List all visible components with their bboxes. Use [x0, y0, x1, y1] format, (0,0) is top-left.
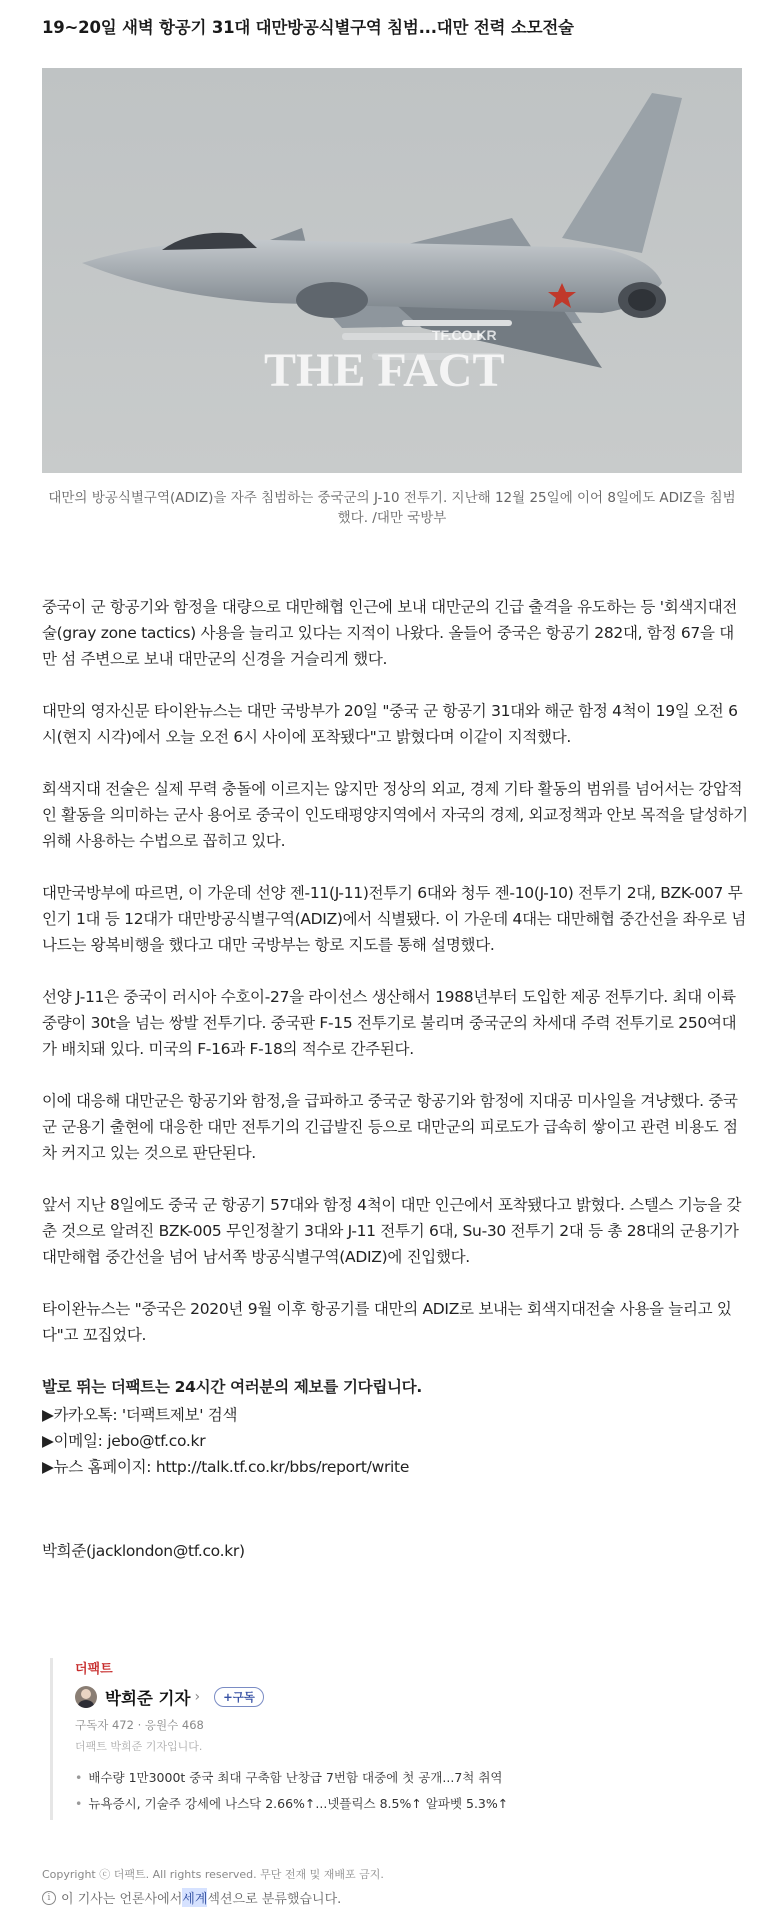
bullet-icon: • — [75, 1796, 83, 1811]
paragraph: 대만의 영자신문 타이완뉴스는 대만 국방부가 20일 "중국 군 항공기 31대와 해군 함정 4척이 19일 오전 6시(현지 시각)에서 오늘 오전 6시 사이에 포착됐다"고 밝혔다며 이같이 지적했다. — [42, 702, 738, 746]
subscribe-button[interactable]: +구독 — [214, 1687, 264, 1707]
reporter-row — [75, 1685, 765, 1709]
reporter-intro: 더팩트 박희준 기자입니다. — [75, 1740, 203, 1753]
headline-text[interactable]: 뉴욕증시, 기술주 강세에 나스닥 2.66%↑...넷플릭스 8.5%↑ 알파벳 5.3%↑ — [88, 1796, 509, 1811]
reporter-stats: 구독자 472 · 응원수 468 — [75, 1718, 204, 1732]
reporter-card — [50, 1658, 765, 1820]
section-link[interactable]: 세계 — [182, 1888, 207, 1907]
tip-kakao: ▶카카오톡: '더팩트제보' 검색 — [42, 1406, 238, 1424]
watermark-large: THE FACT — [264, 344, 505, 397]
copyright-notice: Copyright ⓒ 더팩트. All rights reserved. 무단 전재 및 재배포 금지. — [42, 1868, 384, 1881]
paragraph: 대만국방부에 따르면, 이 가운데 선양 젠-11(J-11)전투기 6대와 청두 젠-10(J-10) 전투기 2대, BZK-007 무인기 1대 등 12대가 대만방공식별구역(ADIZ)에서 식별됐다. 이 가운데 4대는 대만해협 중간선을 좌우로 넘나드는 왕복비행을 했다고 대만 국방부는 항로 지도를 통해 설명했다. — [42, 884, 746, 954]
info-icon: i — [42, 1891, 56, 1905]
reporter-avatar[interactable] — [75, 1686, 97, 1708]
watermark-small: TF.CO.KR — [432, 327, 497, 343]
section-note-suffix: 섹션으로 분류했습니다. — [207, 1892, 342, 1907]
fighter-jet-image — [42, 68, 742, 473]
section-note — [42, 1888, 341, 1907]
article-photo[interactable] — [42, 68, 742, 473]
tip-homepage[interactable]: ▶뉴스 홈페이지: http://talk.tf.co.kr/bbs/report/write — [42, 1458, 410, 1476]
photo-caption: 대만의 방공식별구역(ADIZ)을 자주 침범하는 중국군의 J-10 전투기. 지난해 12월 25일에 이어 8일에도 ADIZ을 침범했다. /대만 국방부 — [48, 490, 736, 526]
paragraph: 앞서 지난 8일에도 중국 군 항공기 57대와 함정 4척이 대만 인근에서 포착됐다고 밝혔다. 스텔스 기능을 갖춘 것으로 알려진 BZK-005 무인정찰기 3대와 J-11 전투기 6대, Su-30 전투기 2대 등 총 28대의 군용기가 대만해협 중간선을 넘어 남서쪽 방공식별구역(ADIZ)에 진입했다. — [42, 1196, 742, 1266]
tip-email[interactable]: ▶이메일: jebo@tf.co.kr — [42, 1432, 206, 1450]
list-item[interactable] — [75, 1794, 765, 1812]
tip-title: 발로 뛰는 더팩트는 24시간 여러분의 제보를 기다립니다. — [42, 1378, 422, 1396]
reporter-headlines — [75, 1768, 765, 1812]
headline-text[interactable]: 배수량 1만3000t 중국 최대 구축함 난창급 7번함 대중에 첫 공개...7척 취역 — [88, 1770, 503, 1785]
press-name[interactable]: 더팩트 — [75, 1662, 113, 1677]
list-item[interactable] — [75, 1768, 765, 1786]
article-subtitle: 19~20일 새벽 항공기 31대 대만방공식별구역 침범...대만 전력 소모전술 — [42, 18, 574, 37]
paragraph: 이에 대응해 대만군은 항공기와 함정,을 급파하고 중국군 항공기와 함정에 지대공 미사일을 겨냥했다. 중국군 군용기 출현에 대응한 대만 전투기의 긴급발진 등으로 대만군의 피로도가 급속히 쌓이고 관련 비용도 점차 커지고 있는 것으로 판단된다. — [42, 1092, 738, 1162]
article-body — [42, 594, 748, 1564]
paragraph: 회색지대 전술은 실제 무력 충돌에 이르지는 않지만 정상의 외교, 경제 기타 활동의 범위를 넘어서는 강압적인 활동을 의미하는 군사 용어로 중국이 인도태평양지역에서 자국의 경제, 외교정책과 안보 목적을 달성하기 위해 사용하는 수법으로 꼽히고 있다. — [42, 780, 748, 850]
chevron-right-icon[interactable]: › — [194, 1689, 201, 1705]
paragraph: 타이완뉴스는 "중국은 2020년 9월 이후 항공기를 대만의 ADIZ로 보내는 회색지대전술 사용을 늘리고 있다"고 꼬집었다. — [42, 1300, 732, 1344]
section-note-prefix: 이 기사는 언론사에서 — [61, 1892, 183, 1907]
tip-box — [42, 1374, 748, 1480]
article-byline: 박희준(jacklondon@tf.co.kr) — [42, 1542, 245, 1560]
paragraph: 중국이 군 항공기와 함정을 대량으로 대만해협 인근에 보내 대만군의 긴급 출격을 유도하는 등 '회색지대전술(gray zone tactics) 사용을 늘리고 있다는 지적이 나왔다. 올들어 중국은 항공기 282대, 함정 67을 대만 섬 주변으로 보내 대만군의 신경을 거슬리게 했다. — [42, 598, 738, 668]
paragraph: 선양 J-11은 중국이 러시아 수호이-27을 라이선스 생산해서 1988년부터 도입한 제공 전투기다. 최대 이륙중량이 30t을 넘는 쌍발 전투기다. 중국판 F-15 전투기로 불리며 중국군의 차세대 주력 전투기로 250여대가 배치돼 있다. 미국의 F-16과 F-18의 적수로 간주된다. — [42, 988, 737, 1058]
reporter-name-link[interactable]: 박희준 기자 — [105, 1689, 191, 1708]
bullet-icon: • — [75, 1770, 83, 1785]
